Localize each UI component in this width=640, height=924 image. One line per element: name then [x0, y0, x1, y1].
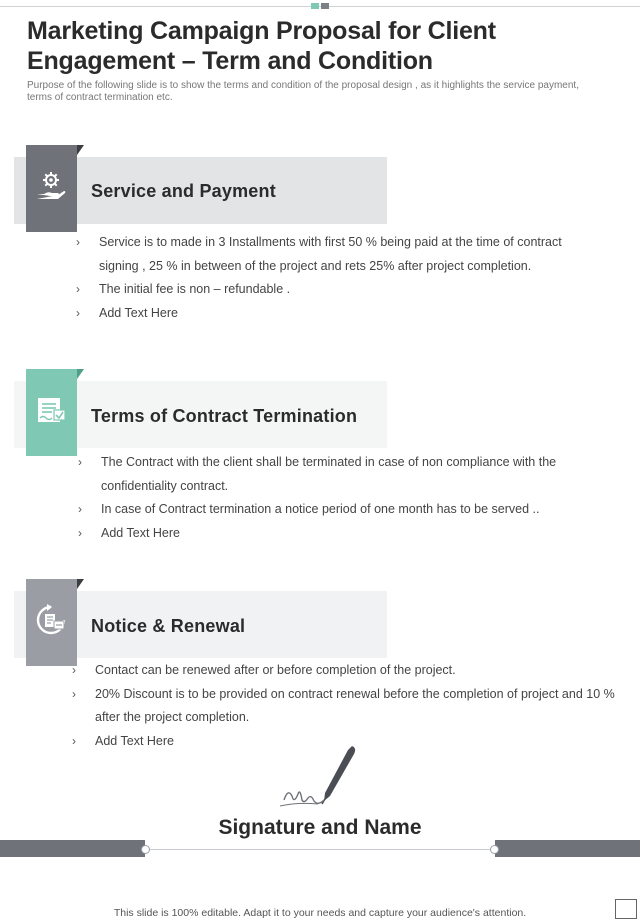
chevron-right-icon: ›: [72, 686, 76, 701]
chevron-right-icon: ›: [76, 305, 80, 320]
bullets-service: [76, 231, 596, 325]
signature-line: [146, 849, 495, 850]
signature-bar-left: [0, 840, 145, 857]
chevron-right-icon: ›: [78, 525, 82, 540]
section-tab-service: [26, 145, 77, 232]
list-item: › Service is to made in 3 Installments with first 50 % being paid at the time of contract signing , 25 % in between of the project and rets 25% after project completion.: [76, 231, 596, 278]
signature-line-dot-left: [141, 845, 150, 854]
section-title-renewal: Notice & Renewal: [91, 616, 246, 636]
pen-signature-icon: [278, 744, 362, 814]
section-title-termination: Terms of Contract Termination: [91, 406, 358, 426]
corner-box: [615, 899, 637, 919]
chevron-right-icon: ›: [78, 502, 82, 516]
chevron-right-icon: ›: [76, 282, 80, 296]
list-item: › Add Text Here: [76, 302, 596, 326]
footer-note: This slide is 100% editable. Adapt it to your needs and capture your audience's attention.: [113, 907, 527, 919]
list-item: › 20% Discount is to be provided on contract renewal before the completion of project and 10 % after the project completion.: [72, 683, 624, 730]
top-divider: [0, 6, 640, 7]
contract-document-icon: [34, 393, 68, 427]
list-item: › Contact can be renewed after or before completion of the project.: [72, 659, 624, 683]
list-item: › The Contract with the client shall be terminated in case of non compliance with the confidentiality contract.: [78, 451, 598, 498]
list-item: › Add Text Here: [72, 730, 624, 754]
signature-title: Signature and Name: [218, 816, 422, 839]
chevron-right-icon: ›: [76, 235, 80, 249]
chevron-right-icon: ›: [72, 663, 76, 677]
section-tab-termination: [26, 369, 77, 456]
list-item: › In case of Contract termination a notice period of one month has to be served ..: [78, 498, 598, 522]
renewal-cycle-icon: [34, 603, 68, 637]
list-item: › Add Text Here: [78, 522, 598, 546]
list-item: › The initial fee is non – refundable .: [76, 278, 596, 302]
page-title: Marketing Campaign Proposal for Client Engagement – Term and Condition: [27, 17, 496, 75]
hand-gear-icon: [34, 169, 68, 203]
top-accent-gray: [321, 3, 329, 9]
page-subtitle: Purpose of the following slide is to show the terms and condition of the proposal design , as it highlights the service payment, terms of contract termination etc.: [27, 80, 579, 103]
section-title-service: Service and Payment: [91, 181, 276, 201]
section-tab-renewal: [26, 579, 77, 666]
signature-line-dot-right: [490, 845, 499, 854]
signature-bar-right: [495, 840, 640, 857]
bullets-renewal: [72, 659, 624, 753]
top-accent-green: [311, 3, 319, 9]
chevron-right-icon: ›: [72, 733, 76, 748]
bullets-termination: [78, 451, 598, 545]
chevron-right-icon: ›: [78, 455, 82, 469]
